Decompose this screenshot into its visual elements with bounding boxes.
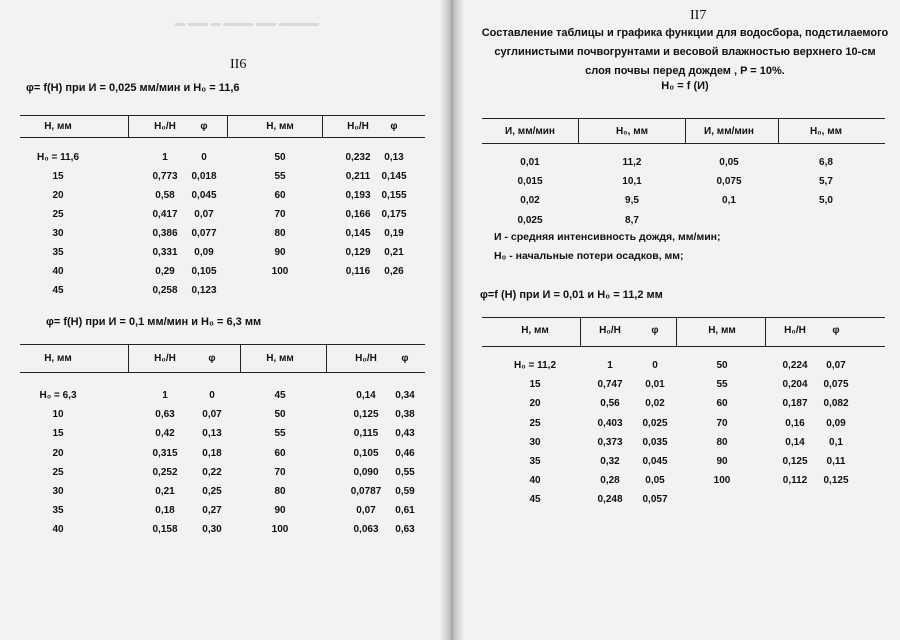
table-cell: 0,19 xyxy=(384,228,404,239)
table-cell: 60 xyxy=(274,190,286,201)
table-cell: 0,1 xyxy=(829,437,843,448)
bleed-through: ▬ ▬▬ ▬ ▬▬▬ ▬▬ ▬▬▬▬ xyxy=(175,18,319,29)
page-title xyxy=(480,24,890,96)
table-cell: 1 xyxy=(607,360,613,371)
table-cell: 55 xyxy=(716,379,728,390)
table-cell: 50 xyxy=(274,152,286,163)
table-cell: 0,232 xyxy=(345,152,371,163)
table-cell: 0 xyxy=(209,390,215,401)
table-cell: 0,0787 xyxy=(350,486,382,497)
table-cell: 0,42 xyxy=(155,428,175,439)
column-divider xyxy=(676,317,677,346)
table-top-rule xyxy=(20,115,425,116)
column-header: H, мм xyxy=(266,121,294,132)
table-cell: 0,155 xyxy=(381,190,407,201)
table-cell: 0,59 xyxy=(395,486,415,497)
column-header: H₀, мм xyxy=(615,126,649,137)
table-cell: 0,21 xyxy=(155,486,175,497)
table-cell: 0,21 xyxy=(384,247,404,258)
table-cell: 0,075 xyxy=(823,379,849,390)
column-divider xyxy=(685,118,686,143)
column-header: H, мм xyxy=(44,121,72,132)
column-divider xyxy=(322,115,323,137)
column-header: H, мм xyxy=(266,353,294,364)
table-cell: 0,09 xyxy=(194,247,214,258)
table-cell: 70 xyxy=(274,467,286,478)
table-cell: 0,252 xyxy=(152,467,178,478)
table-cell: 0,22 xyxy=(202,467,222,478)
column-header: φ xyxy=(651,325,659,336)
table-cell: 0,105 xyxy=(191,266,217,277)
table-cell: 0,125 xyxy=(353,409,379,420)
table-cell: 0,204 xyxy=(782,379,808,390)
table-cell: 0 xyxy=(652,360,658,371)
table-cell: 0,63 xyxy=(155,409,175,420)
table-cell: 0,55 xyxy=(395,467,415,478)
note-initial-losses: H₀ - начальные потери осадков, мм; xyxy=(494,250,684,262)
table-cell: 45 xyxy=(529,494,541,505)
table-top-rule xyxy=(482,118,885,119)
table-cell: 1 xyxy=(162,152,168,163)
table-cell: H₀ = 11,2 xyxy=(513,360,557,371)
note-intensity: И - средняя интенсивность дождя, мм/мин; xyxy=(494,231,721,243)
title-line-3: слоя почвы перед дождем , P = 10%. xyxy=(585,65,785,77)
column-header: H, мм xyxy=(708,325,736,336)
table-cell: 1 xyxy=(162,390,168,401)
table-cell: 0,38 xyxy=(395,409,415,420)
table-cell: 0,211 xyxy=(345,171,371,182)
table-cell: 0 xyxy=(201,152,207,163)
table-cell: 0,258 xyxy=(152,285,178,296)
table-cell: 60 xyxy=(716,398,728,409)
table-cell: 0,145 xyxy=(381,171,407,182)
table-cell: 0,082 xyxy=(823,398,849,409)
table-cell: 0,747 xyxy=(597,379,623,390)
table-cell: 0,045 xyxy=(642,456,668,467)
table-cell: 0,07 xyxy=(194,209,214,220)
table-cell: 0,58 xyxy=(155,190,175,201)
table-cell: 0,025 xyxy=(642,418,668,429)
table-cell: 0,14 xyxy=(785,437,805,448)
column-header: H₀/H xyxy=(599,325,621,336)
title-line-4: H₀ = f (И) xyxy=(661,80,709,92)
column-divider xyxy=(227,115,228,137)
table-cell: 15 xyxy=(529,379,541,390)
table-cell: 80 xyxy=(274,486,286,497)
table-cell: 20 xyxy=(52,448,64,459)
table-cell: 10 xyxy=(52,409,64,420)
table-cell: 0,045 xyxy=(191,190,217,201)
table-cell: 0,07 xyxy=(202,409,222,420)
table-cell: 0,145 xyxy=(345,228,371,239)
table-cell: 35 xyxy=(52,247,64,258)
table-cell: 0,13 xyxy=(384,152,404,163)
table-cell: 0,27 xyxy=(202,505,222,516)
table-cell: 100 xyxy=(713,475,731,486)
table-cell: 11,2 xyxy=(622,157,642,168)
column-header: φ xyxy=(200,121,208,132)
table-cell: 0,02 xyxy=(645,398,665,409)
column-header: H₀, мм xyxy=(809,126,843,137)
table-cell: 0,105 xyxy=(353,448,379,459)
table-cell: H₀ = 11,6 xyxy=(36,152,80,163)
page-number-right: II7 xyxy=(690,8,707,23)
table-cell: 20 xyxy=(52,190,64,201)
table-cell: 70 xyxy=(274,209,286,220)
table-cell: 0,125 xyxy=(823,475,849,486)
table-cell: 5,7 xyxy=(819,176,833,187)
table-cell: 0,1 xyxy=(722,195,736,206)
table-cell: 0,015 xyxy=(517,176,543,187)
table-cell: 0,02 xyxy=(520,195,540,206)
table-cell: 100 xyxy=(271,266,289,277)
title-line-1: Составление таблицы и графика функции для водосбора, подстилаемого xyxy=(481,27,889,39)
table-cell: 20 xyxy=(529,398,541,409)
table-cell: 0,057 xyxy=(642,494,668,505)
table-cell: 50 xyxy=(274,409,286,420)
table-cell: 30 xyxy=(52,486,64,497)
table-cell: 0,158 xyxy=(152,524,178,535)
page-number-left: II6 xyxy=(230,57,247,72)
column-header: φ xyxy=(832,325,840,336)
table-cell: 0,248 xyxy=(597,494,623,505)
table-cell: 0,025 xyxy=(517,215,543,226)
table-cell: 100 xyxy=(271,524,289,535)
column-divider xyxy=(580,317,581,346)
table-cell: 0,373 xyxy=(597,437,623,448)
table-cell: 10,1 xyxy=(622,176,642,187)
table-cell: 90 xyxy=(274,247,286,258)
table-cell: 0,090 xyxy=(353,467,379,478)
column-header: И, мм/мин xyxy=(704,126,754,137)
table-cell: 0,43 xyxy=(395,428,415,439)
table-cell: 0,01 xyxy=(520,157,540,168)
table-cell: 25 xyxy=(52,209,64,220)
table-cell: 0,18 xyxy=(202,448,222,459)
table-cell: 0,07 xyxy=(826,360,846,371)
table-cell: 0,115 xyxy=(353,428,379,439)
table-cell: 6,8 xyxy=(819,157,833,168)
table-cell: 0,403 xyxy=(597,418,623,429)
book-gutter xyxy=(440,0,464,640)
column-header: φ xyxy=(390,121,398,132)
table-cell: 40 xyxy=(529,475,541,486)
table-cell: 0,331 xyxy=(152,247,178,258)
table-header-rule xyxy=(20,137,425,138)
table-cell: 55 xyxy=(274,428,286,439)
table-cell: 0,386 xyxy=(152,228,178,239)
column-header: H, мм xyxy=(521,325,549,336)
table-cell: 0,224 xyxy=(782,360,808,371)
column-header: H₀/H xyxy=(154,121,176,132)
table-cell: 0,18 xyxy=(155,505,175,516)
column-divider xyxy=(240,344,241,372)
column-header: H₀/H xyxy=(347,121,369,132)
table-cell: 0,63 xyxy=(395,524,415,535)
table-cell: 0,01 xyxy=(645,379,665,390)
table-cell: 0,063 xyxy=(353,524,379,535)
table-header-rule xyxy=(482,143,885,144)
table-cell: 90 xyxy=(274,505,286,516)
table-cell: 15 xyxy=(52,428,64,439)
table-cell: 45 xyxy=(274,390,286,401)
table-cell: 0,07 xyxy=(356,505,376,516)
table-cell: 0,34 xyxy=(395,390,415,401)
table-cell: 0,30 xyxy=(202,524,222,535)
table-cell: 45 xyxy=(52,285,64,296)
table2-caption: φ= f(H) при И = 0,1 мм/мин и H₀ = 6,3 мм xyxy=(46,316,262,328)
table-cell: 0,28 xyxy=(600,475,620,486)
table-cell: 0,13 xyxy=(202,428,222,439)
table-cell: 0,075 xyxy=(716,176,742,187)
table-cell: 30 xyxy=(529,437,541,448)
table-cell: 0,14 xyxy=(356,390,376,401)
table-header-rule xyxy=(482,346,885,347)
column-divider xyxy=(778,118,779,143)
table-cell: 0,32 xyxy=(600,456,620,467)
table-cell: 0,175 xyxy=(381,209,407,220)
table-cell: 0,11 xyxy=(826,456,846,467)
title-line-2: суглинистыми почвогрунтами и весовой влажностью верхнего 10-см xyxy=(494,46,876,58)
table-cell: H₀ = 6,3 xyxy=(39,390,77,401)
column-divider xyxy=(128,344,129,372)
table-cell: 0,112 xyxy=(782,475,808,486)
table-cell: 8,7 xyxy=(625,215,639,226)
column-divider xyxy=(128,115,129,137)
table-cell: 0,129 xyxy=(345,247,371,258)
column-divider xyxy=(578,118,579,143)
table-cell: 60 xyxy=(274,448,286,459)
table-top-rule xyxy=(482,317,885,318)
table-cell: 0,773 xyxy=(152,171,178,182)
column-divider xyxy=(765,317,766,346)
column-header: H, мм xyxy=(44,353,72,364)
table-cell: 25 xyxy=(529,418,541,429)
table-cell: 40 xyxy=(52,524,64,535)
column-header: И, мм/мин xyxy=(505,126,555,137)
table-cell: 5,0 xyxy=(819,195,833,206)
table-cell: 0,56 xyxy=(600,398,620,409)
table-cell: 0,315 xyxy=(152,448,178,459)
table-cell: 15 xyxy=(52,171,64,182)
table-cell: 0,116 xyxy=(345,266,371,277)
table-header-rule xyxy=(20,372,425,373)
table-cell: 0,16 xyxy=(785,418,805,429)
table-cell: 9,5 xyxy=(625,195,639,206)
table-cell: 40 xyxy=(52,266,64,277)
table-cell: 55 xyxy=(274,171,286,182)
table-cell: 0,077 xyxy=(191,228,217,239)
table-cell: 50 xyxy=(716,360,728,371)
table-cell: 90 xyxy=(716,456,728,467)
table-cell: 35 xyxy=(52,505,64,516)
column-header: φ xyxy=(401,353,409,364)
table-cell: 0,05 xyxy=(645,475,665,486)
table-cell: 0,25 xyxy=(202,486,222,497)
table1-caption: φ= f(H) при И = 0,025 мм/мин и H₀ = 11,6 xyxy=(26,82,240,94)
table-cell: 0,166 xyxy=(345,209,371,220)
table-cell: 0,29 xyxy=(155,266,175,277)
table4-caption: φ=f (H) при И = 0,01 и H₀ = 11,2 мм xyxy=(480,289,663,301)
column-header: H₀/H xyxy=(355,353,377,364)
table-cell: 0,09 xyxy=(826,418,846,429)
table-cell: 0,125 xyxy=(782,456,808,467)
table-cell: 0,018 xyxy=(191,171,217,182)
column-header: φ xyxy=(208,353,216,364)
table-cell: 0,417 xyxy=(152,209,178,220)
table-cell: 0,193 xyxy=(345,190,371,201)
table-cell: 70 xyxy=(716,418,728,429)
table-cell: 25 xyxy=(52,467,64,478)
table-cell: 0,26 xyxy=(384,266,404,277)
table-cell: 30 xyxy=(52,228,64,239)
column-header: H₀/H xyxy=(784,325,806,336)
table-cell: 80 xyxy=(716,437,728,448)
table-cell: 80 xyxy=(274,228,286,239)
table-cell: 0,61 xyxy=(395,505,415,516)
table-top-rule xyxy=(20,344,425,345)
right-page xyxy=(456,0,900,640)
table-cell: 0,187 xyxy=(782,398,808,409)
table-cell: 0,05 xyxy=(719,157,739,168)
table-cell: 0,123 xyxy=(191,285,217,296)
column-header: H₀/H xyxy=(154,353,176,364)
table-cell: 35 xyxy=(529,456,541,467)
column-divider xyxy=(326,344,327,372)
table-cell: 0,46 xyxy=(395,448,415,459)
table-cell: 0,035 xyxy=(642,437,668,448)
